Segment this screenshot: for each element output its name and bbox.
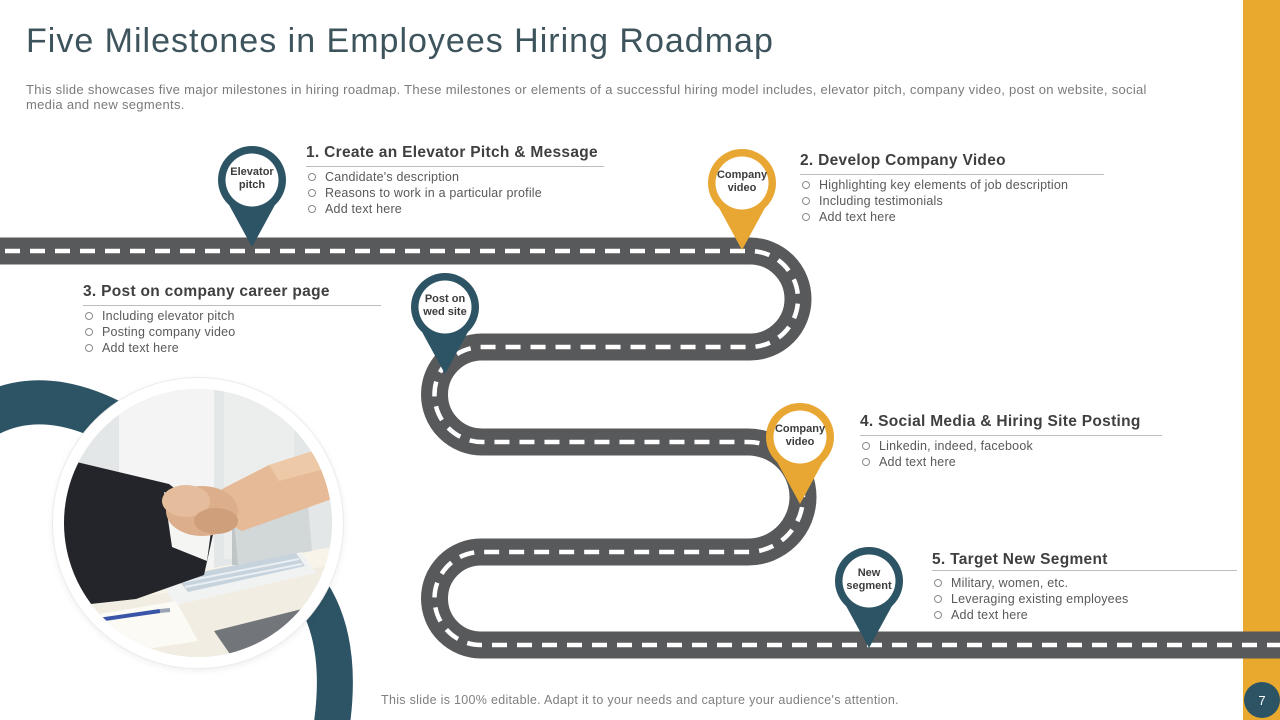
milestone-1-bullets [308,171,542,216]
milestone-3-underline [83,305,381,306]
bullet-icon [934,595,942,603]
bullet-icon [934,611,942,619]
map-pin-icon [831,546,907,650]
bullet-text: Leveraging existing employees [951,592,1129,606]
pin-label: Elevator pitch [230,166,274,191]
footer-note: This slide is 100% editable. Adapt it to your needs and capture your audience's attention. [381,693,899,707]
bullet-item [85,342,235,355]
bullet-text: Reasons to work in a particular profile [325,186,542,200]
bullet-item [934,593,1128,606]
bullet-text: Add text here [325,202,402,216]
bullet-text: Linkedin, indeed, facebook [879,439,1033,453]
milestone-4-heading: 4. Social Media & Hiring Site Posting [860,413,1141,430]
bullet-text: Candidate's description [325,170,460,184]
bullet-icon [862,442,870,450]
bullet-icon [308,173,316,181]
milestone-pin-post-on-website [407,272,483,376]
milestone-3-bullets [85,310,235,355]
milestone-pin-company-video-1 [704,148,780,252]
bullet-text: Posting company video [102,325,236,339]
milestone-2-underline [800,174,1104,175]
page-number: 7 [1258,692,1266,708]
accent-bar [1243,0,1280,720]
milestone-5-bullets [934,577,1128,622]
milestone-1-underline [306,166,604,167]
bullet-icon [862,458,870,466]
handshake-photo [53,378,343,668]
bullet-icon [802,181,810,189]
bullet-item [934,577,1128,590]
bullet-item [934,609,1128,622]
bullet-text: Highlighting key elements of job description [819,178,1069,192]
bullet-icon [802,197,810,205]
bullet-item [308,187,542,200]
milestone-2-heading: 2. Develop Company Video [800,152,1006,169]
bullet-text: Add text here [951,608,1028,622]
pin-label: Company video [716,169,768,194]
pin-label: New segment [846,567,892,592]
bullet-item [802,211,1068,224]
bullet-icon [85,344,93,352]
bullet-icon [308,189,316,197]
handshake-photo-illustration [64,389,332,657]
bullet-item [308,171,542,184]
bullet-icon [85,312,93,320]
milestone-pin-new-segment [831,546,907,650]
bullet-item [85,310,235,323]
milestone-4-underline [860,435,1162,436]
milestone-4-bullets [862,440,1033,469]
bullet-item [802,195,1068,208]
bullet-item [862,440,1033,453]
milestone-5-heading: 5. Target New Segment [932,551,1108,568]
pin-label: Company video [774,423,826,448]
bullet-text: Add text here [102,341,179,355]
bullet-icon [308,205,316,213]
bullet-item [862,456,1033,469]
bullet-text: Add text here [819,210,896,224]
bullet-text: Military, women, etc. [951,576,1069,590]
milestone-1-heading: 1. Create an Elevator Pitch & Message [306,144,598,161]
map-pin-icon [762,402,838,506]
milestone-2-bullets [802,179,1068,224]
page-subtitle: This slide showcases five major milestones in hiring roadmap. These milestones or elements of a successful hiring model includes, elevator pitch, company video, post on website, social media and new segments. [26,82,1147,112]
bullet-icon [85,328,93,336]
bullet-item [308,203,542,216]
page-number-badge [1244,682,1280,718]
pin-label: Post on wed site [423,293,467,318]
bullet-item [802,179,1068,192]
bullet-text: Including testimonials [819,194,943,208]
map-pin-icon [214,145,290,249]
page-title: Five Milestones in Employees Hiring Roadmap [26,22,774,60]
bullet-text: Including elevator pitch [102,309,235,323]
map-pin-icon [407,272,483,376]
bullet-item [85,326,235,339]
map-pin-icon [704,148,780,252]
bullet-icon [934,579,942,587]
milestone-pin-elevator-pitch [214,145,290,249]
bullet-text: Add text here [879,455,956,469]
milestone-5-underline [932,570,1237,571]
milestone-3-heading: 3. Post on company career page [83,283,330,300]
milestone-pin-company-video-2 [762,402,838,506]
bullet-icon [802,213,810,221]
